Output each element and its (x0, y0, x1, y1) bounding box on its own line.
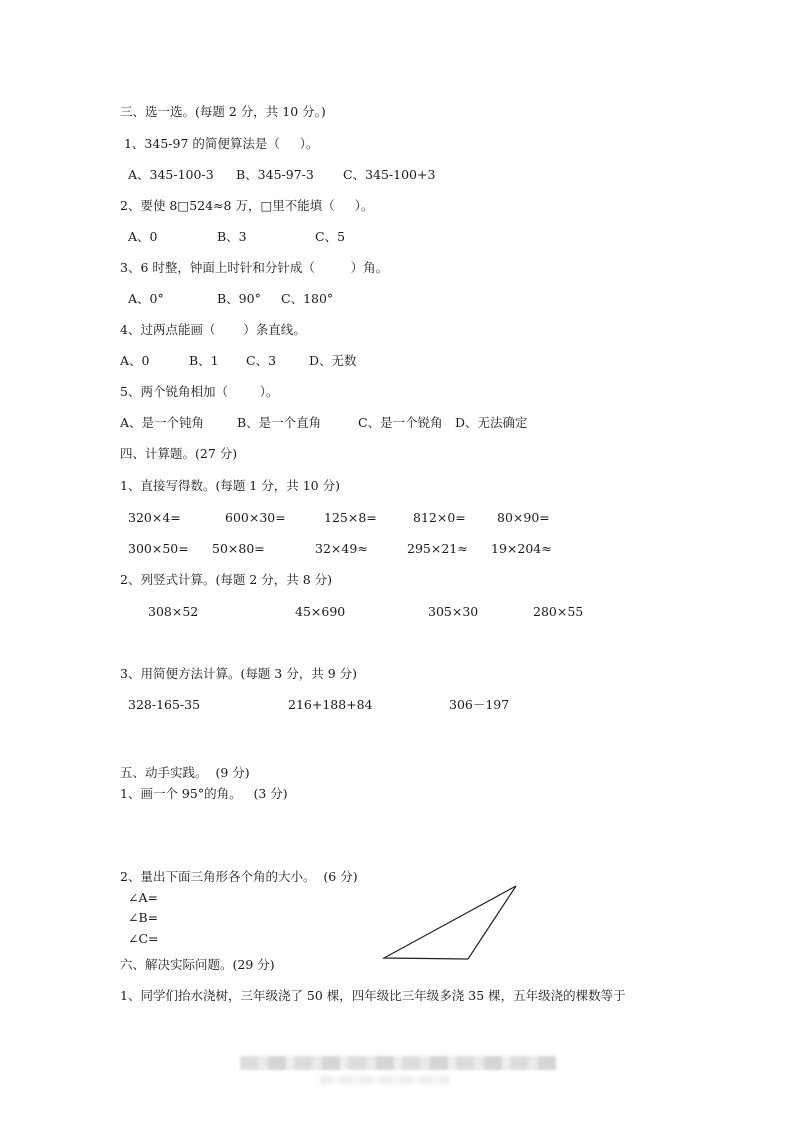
math-item: 300×50= (128, 541, 189, 556)
option-a: A、0° (128, 291, 164, 306)
section4-heading: 四、计算题。(27 分) (120, 446, 238, 461)
angle-c-label: ∠C= (128, 931, 159, 946)
mental-math-row-1 (0, 510, 793, 526)
word-problem-1: 1、同学们抬水浇树，三年级浇了 50 棵，四年级比三年级多浇 35 棵，五年级浇的棵数等于 (120, 988, 626, 1003)
option-a: A、是一个钝角 (120, 415, 205, 430)
question-5-options (0, 415, 793, 431)
calc-item: 216+188+84 (288, 697, 373, 712)
question-3: 3、6 时整，钟面上时针和分针成（ ）角。 (120, 260, 389, 275)
math-item: 320×4= (128, 510, 181, 525)
option-b: B、345-97-3 (236, 167, 314, 182)
option-c: C、是一个锐角 (358, 415, 443, 430)
option-c: C、345-100+3 (343, 167, 436, 182)
math-item: 80×90= (497, 510, 550, 525)
measure-triangle-question: 2、量出下面三角形各个角的大小。 (6 分) (120, 869, 358, 884)
question-1-options (0, 167, 793, 183)
triangle-shape (384, 886, 516, 959)
math-item: 812×0= (413, 510, 466, 525)
math-item: 125×8= (324, 510, 377, 525)
calc-item: 308×52 (148, 604, 199, 619)
part3-title: 3、用简便方法计算。(每题 3 分，共 9 分) (120, 666, 358, 681)
option-c: C、5 (315, 229, 346, 244)
section6-heading: 六、解决实际问题。(29 分) (120, 957, 275, 972)
option-b: B、1 (189, 353, 219, 368)
angle-b-label: ∠B= (128, 910, 159, 925)
calc-item: 328-165-35 (128, 697, 201, 712)
calc-item: 280×55 (533, 604, 584, 619)
option-d: D、无法确定 (455, 415, 528, 430)
math-item: 600×30= (225, 510, 286, 525)
footer-watermark-sub (320, 1076, 450, 1084)
question-2-options (0, 229, 793, 245)
footer-watermark (240, 1056, 556, 1070)
triangle-figure (376, 880, 526, 966)
question-2: 2、要使 8□524≈8 万，□里不能填（ ）。 (120, 198, 374, 213)
option-b: B、是一个直角 (237, 415, 322, 430)
vertical-calc-row (0, 604, 793, 620)
question-1: 1、345-97 的简便算法是（ ）。 (120, 136, 319, 151)
option-c: C、3 (246, 353, 277, 368)
question-4: 4、过两点能画（ ）条直线。 (120, 322, 306, 337)
calc-item: 306－197 (449, 697, 510, 712)
option-c: C、180° (281, 291, 334, 306)
option-a: A、345-100-3 (128, 167, 214, 182)
section3-heading: 三、选一选。(每题 2 分，共 10 分。) (120, 104, 326, 119)
calc-item: 45×690 (295, 604, 346, 619)
option-b: B、90° (217, 291, 261, 306)
calc-item: 305×30 (428, 604, 479, 619)
mental-math-row-2 (0, 541, 793, 557)
option-a: A、0 (128, 229, 158, 244)
angle-a-label: ∠A= (128, 890, 158, 905)
option-b: B、3 (217, 229, 247, 244)
part2-title: 2、列竖式计算。(每题 2 分，共 8 分) (120, 572, 333, 587)
draw-angle-question: 1、画一个 95°的角。 (3 分) (120, 786, 288, 801)
math-item: 32×49≈ (315, 541, 368, 556)
question-4-options (0, 353, 793, 369)
math-item: 19×204≈ (491, 541, 552, 556)
question-3-options (0, 291, 793, 307)
math-item: 50×80= (212, 541, 265, 556)
simplified-calc-row (0, 697, 793, 713)
option-d: D、无数 (309, 353, 357, 368)
part1-title: 1、直接写得数。(每题 1 分，共 10 分) (120, 478, 340, 493)
option-a: A、0 (120, 353, 150, 368)
question-5: 5、两个锐角相加（ ）。 (120, 384, 279, 399)
math-item: 295×21≈ (407, 541, 468, 556)
section5-heading: 五、动手实践。 (9 分) (120, 765, 250, 780)
